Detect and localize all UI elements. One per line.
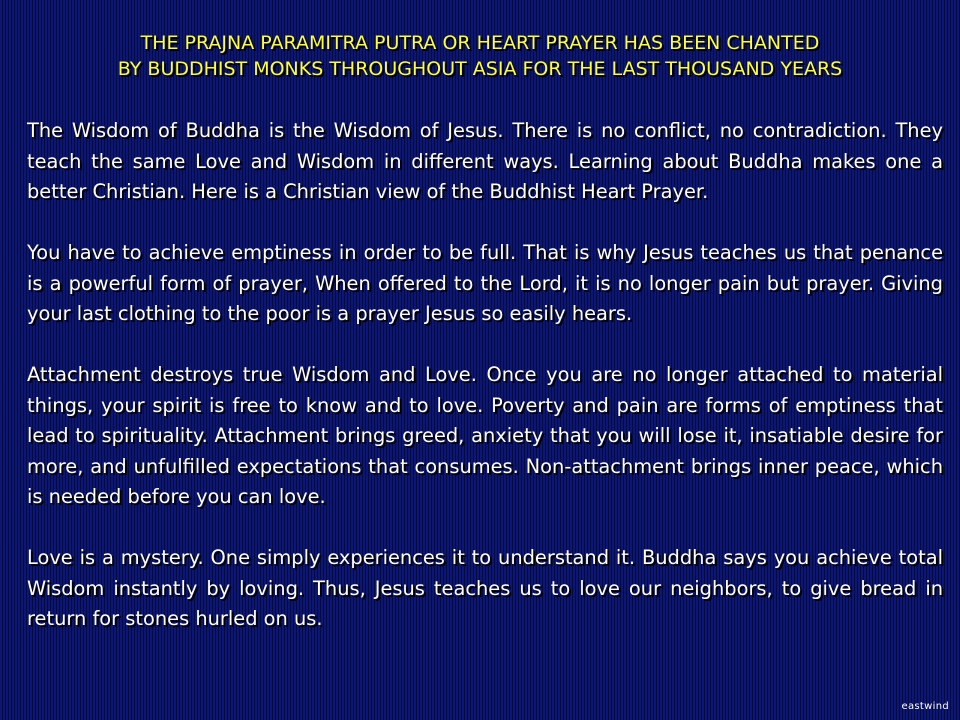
paragraph-4: Love is a mystery. One simply experiences it to understand it. Buddha says you achieve total Wisdom instantly by loving. Thus, Jesus teaches us to love our neighbors, to give bread in return for stones hurled on us. — [27, 546, 943, 630]
paragraph-3: Attachment destroys true Wisdom and Love. Once you are no longer attached to material things, your spirit is free to know and to love. Poverty and pain are forms of emptiness that lead to spirituality. Attachment brings greed, anxiety that you will lose it, insatiable desire for more, and unfulfilled expectations that consumes. Non-attachment brings inner peace, which is needed before you can love. — [27, 363, 943, 508]
slide-body — [27, 116, 943, 635]
title-line-1: THE PRAJNA PARAMITRA PUTRA OR HEART PRAYER HAS BEEN CHANTED — [140, 32, 820, 54]
paragraph-1: The Wisdom of Buddha is the Wisdom of Jesus. There is no conflict, no contradiction. They teach the same Love and Wisdom in different ways. Learning about Buddha makes one a better Christian. Here is a Christian view of the Buddhist Heart Prayer. — [27, 119, 943, 203]
paragraph-2: You have to achieve emptiness in order to be full. That is why Jesus teaches us that penance is a powerful form of prayer, When offered to the Lord, it is no longer pain but prayer. Giving your last clothing to the poor is a prayer Jesus so easily hears. — [27, 241, 943, 325]
title-line-2: BY BUDDHIST MONKS THROUGHOUT ASIA FOR THE LAST THOUSAND YEARS — [117, 58, 843, 80]
credit-label: eastwind — [901, 701, 949, 712]
slide-title — [20, 30, 940, 82]
